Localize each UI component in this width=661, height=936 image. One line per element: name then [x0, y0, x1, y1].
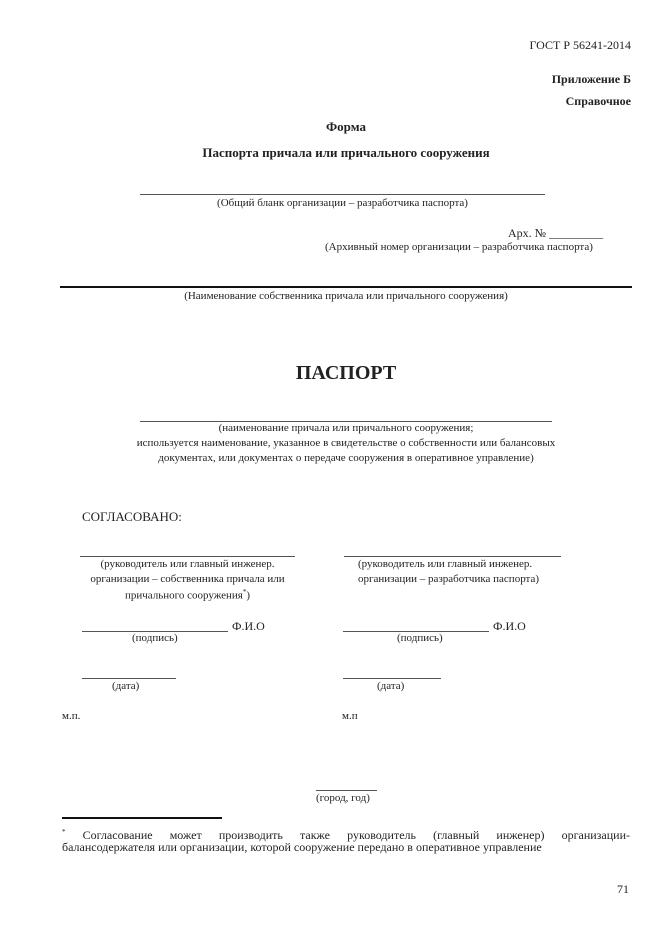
passport-caption-2: используется наименование, указанное в свидетельстве о собственности или балансовых [136, 437, 556, 449]
appendix-title: Приложение Б [551, 72, 631, 86]
owner-line [60, 286, 632, 288]
left-date-line [82, 678, 176, 679]
footnote-line-2: балансодержателя или организации, которой сооружение передано в оперативное управление [62, 840, 542, 854]
form-label: Форма [326, 119, 366, 134]
city-year-line [316, 790, 377, 791]
right-signature-caption: (подпись) [397, 632, 443, 644]
right-stamp-label: м.п [342, 710, 358, 722]
right-date-caption: (дата) [377, 680, 405, 692]
left-stamp-label: м.п. [62, 710, 81, 722]
left-signer-caption-2: организации – собственника причала или [90, 573, 285, 585]
page-number: 71 [617, 882, 629, 896]
left-fio-label: Ф.И.О [232, 619, 265, 633]
right-fio-label: Ф.И.О [493, 619, 526, 633]
footnote-mark: * [242, 588, 247, 596]
passport-caption-1: (наименование причала или причального сооружения; [218, 422, 474, 434]
footnote-mark-bottom: * [62, 828, 66, 836]
archive-number-label: Арх. № _________ [508, 226, 604, 240]
right-signer-line [344, 556, 561, 557]
owner-caption: (Наименование собственника причала или причального сооружения) [184, 290, 508, 302]
org-blank-line [140, 194, 545, 195]
standard-number: ГОСТ Р 56241-2014 [529, 38, 631, 52]
left-signer-caption-3: причального сооружения*) [124, 588, 251, 602]
city-year-caption: (город, год) [316, 792, 370, 804]
right-date-line [343, 678, 441, 679]
org-blank-caption: (Общий бланк организации – разработчика паспорта) [217, 197, 468, 209]
appendix-type: Справочное [565, 94, 631, 108]
left-signer-caption-1: (руководитель или главный инженер. [100, 558, 275, 570]
right-signer-caption-2: организации – разработчика паспорта) [358, 573, 540, 585]
left-date-caption: (дата) [112, 680, 140, 692]
right-signer-caption-1: (руководитель или главный инженер. [358, 558, 533, 570]
left-signature-caption: (подпись) [132, 632, 178, 644]
footnote-separator [62, 817, 222, 819]
passport-title: ПАСПОРТ [295, 362, 397, 384]
left-signer-line [80, 556, 295, 557]
archive-caption: (Архивный номер организации – разработчика паспорта) [325, 241, 593, 253]
footnote-line-1: * Согласование может производить также руководитель (главный инженер) организации- [62, 828, 630, 842]
agreed-label: СОГЛАСОВАНО: [82, 509, 182, 524]
form-title: Паспорта причала или причального сооружения [202, 145, 490, 160]
passport-caption-3: документах, или документах о передаче сооружения в оперативное управление) [158, 452, 534, 464]
